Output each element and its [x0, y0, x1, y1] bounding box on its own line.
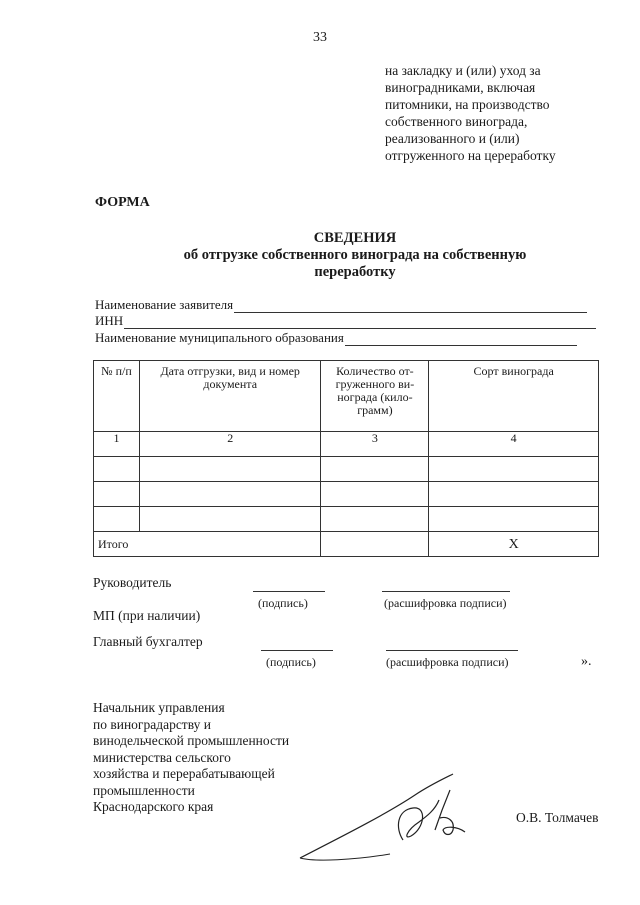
- title-line-1: СВЕДЕНИЯ: [313, 230, 397, 246]
- director-label: Руководитель: [93, 575, 172, 590]
- table-cell[interactable]: [94, 507, 140, 532]
- document-title: [150, 230, 560, 281]
- position-line: промышленности: [93, 782, 195, 798]
- column-number: 2: [139, 432, 321, 457]
- total-quantity-cell[interactable]: [321, 532, 429, 557]
- table-cell[interactable]: [94, 457, 140, 482]
- position-line: Начальник управления: [93, 700, 225, 715]
- accountant-decoding-hint: (расшифровка подписи): [386, 655, 509, 669]
- header-grape-variety: Сорт винограда: [429, 361, 599, 432]
- director-decoding-hint: (расшифровка подписи): [384, 596, 507, 610]
- table-cell[interactable]: [321, 482, 429, 507]
- table-cell[interactable]: [94, 482, 140, 507]
- header-note-line: питомники, на производство: [385, 97, 550, 112]
- table-cell[interactable]: [429, 507, 599, 532]
- accountant-signature-line[interactable]: [261, 650, 333, 651]
- applicant-field: [95, 297, 587, 313]
- municipality-label: Наименование муниципального образования: [95, 330, 344, 345]
- header-note-line: отгруженного на цереработку: [385, 148, 556, 163]
- header-date-document: Дата отгрузки, вид и номер документа: [139, 361, 321, 432]
- title-line-3: переработку: [314, 264, 396, 280]
- header-index: № п/п: [94, 361, 140, 432]
- table-column-number-row: [94, 432, 599, 457]
- accountant-label: Главный бухгалтер: [93, 634, 203, 649]
- header-note-line: виноградниками, включая: [385, 80, 536, 95]
- accountant-decoding-line[interactable]: [386, 650, 518, 651]
- header-note-line: собственного винограда,: [385, 114, 528, 129]
- director-signature-hint: (подпись): [258, 596, 308, 610]
- table-cell[interactable]: [321, 507, 429, 532]
- signer-name: О.В. Толмачев: [516, 810, 599, 825]
- municipality-field: [95, 330, 577, 346]
- form-label: ФОРМА: [95, 195, 150, 210]
- table-cell[interactable]: [321, 457, 429, 482]
- applicant-label: Наименование заявителя: [95, 297, 234, 312]
- header-note-line: реализованного и (или): [385, 131, 520, 146]
- accountant-signature-hint: (подпись): [266, 655, 316, 669]
- table-cell[interactable]: [429, 457, 599, 482]
- total-x-mark: Х: [429, 532, 599, 557]
- column-number: 4: [429, 432, 599, 457]
- inn-input-line[interactable]: [124, 316, 596, 329]
- column-number: 1: [94, 432, 140, 457]
- shipment-table: [93, 360, 599, 557]
- table-cell[interactable]: [139, 507, 321, 532]
- table-row: [94, 507, 599, 532]
- table-header-row: [94, 361, 599, 432]
- handwritten-signature: [295, 770, 510, 865]
- signer-position: [93, 700, 289, 816]
- table-row: [94, 482, 599, 507]
- director-decoding-line[interactable]: [382, 591, 510, 592]
- inn-label: ИНН: [95, 313, 124, 328]
- closing-quote: ».: [581, 654, 592, 669]
- stamp-label: МП (при наличии): [93, 608, 201, 623]
- table-total-row: [94, 532, 599, 557]
- director-signature-line[interactable]: [253, 591, 325, 592]
- header-note-line: на закладку и (или) уход за: [385, 63, 541, 78]
- table-cell[interactable]: [429, 482, 599, 507]
- municipality-input-line[interactable]: [345, 333, 577, 346]
- position-line: министерства сельского: [93, 749, 231, 765]
- table-row: [94, 457, 599, 482]
- header-note: [385, 62, 615, 164]
- inn-field: [95, 313, 596, 329]
- position-line: хозяйства и перерабатывающей: [93, 766, 275, 781]
- position-line: по виноградарству и: [93, 716, 211, 732]
- position-line: Краснодарского края: [93, 799, 214, 814]
- title-line-2: об отгрузке собственного винограда на собственную: [183, 247, 527, 263]
- column-number: 3: [321, 432, 429, 457]
- page-number: 33: [313, 30, 327, 45]
- applicant-input-line[interactable]: [234, 300, 587, 313]
- table-cell[interactable]: [139, 482, 321, 507]
- table-cell[interactable]: [139, 457, 321, 482]
- header-quantity: Количество от-груженного ви-нограда (кило-грамм): [321, 361, 429, 432]
- total-label: Итого: [94, 532, 321, 557]
- position-line: винодельческой промышленности: [93, 733, 290, 748]
